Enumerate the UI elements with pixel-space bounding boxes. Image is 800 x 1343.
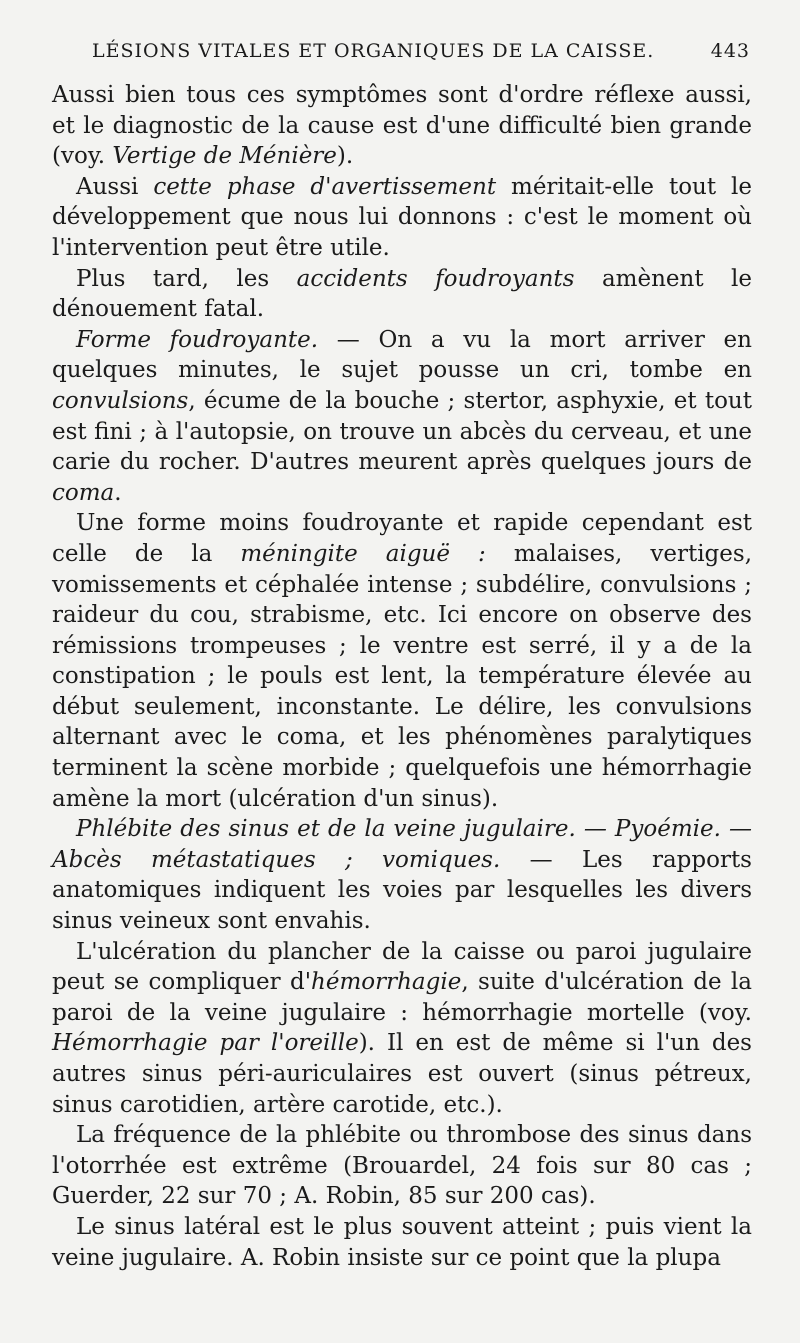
- text-run: Une forme moins foudroyante et rapide cependant est celle de la: [52, 510, 752, 567]
- paragraph: [52, 1120, 752, 1212]
- text-run: Le sinus latéral est le plus souvent atteint ; puis vient la veine jugulaire. A. Robin insiste sur ce point que la plupa: [52, 1213, 752, 1271]
- italic-reference: Vertige de Ménière: [112, 143, 337, 170]
- text-run: .: [114, 479, 122, 506]
- paragraph: [52, 264, 752, 325]
- page-number: 443: [710, 40, 750, 62]
- text-run: ).: [336, 143, 354, 170]
- paragraph: [52, 80, 752, 172]
- text-run: malaises, vertiges, vomissements et céphalée intense ; subdélire, convulsions ; raideur du cou, strabisme, etc. Ici encore on observe des rémissions trompeuses ; le ventre est serré, il y a de la constipation ; le pouls est lent, la température élevée au début seulement, inconstante. Le délire, les convulsions alternant avec le coma, et les phénomènes paralytiques terminent la scène morbide ; quelquefois une hémorrhagie amène la mort (ulcération d'un sinus).: [52, 540, 752, 812]
- text-run: Aussi bien tous ces symptômes sont d'ordre réflexe aussi, et le diagnostic de la cause est d'une difficulté bien grande (voy.: [52, 82, 752, 170]
- section-heading: Phlébite des sinus et de la veine jugulaire. — Pyoémie. — Abcès métastatiques ; vomiques.: [52, 816, 752, 873]
- section-heading: Forme foudroyante.: [76, 326, 319, 353]
- text-run: La fréquence de la phlébite ou thrombose des sinus dans l'otorrhée est extrême (Brouardel, 24 fois sur 80 cas ; Guerder, 22 sur 70 ; A. Robin, 85 sur 200 cas).: [52, 1122, 752, 1210]
- text-run: méritait-elle tout le développement que nous lui donnons : c'est le moment où l'intervention peut être utile.: [52, 173, 752, 261]
- text-run: ). Il en est de même si l'un des autres sinus péri-auriculaires est ouvert (sinus pétreux, sinus carotidien, artère carotide, etc.).: [52, 1030, 752, 1118]
- body-text: [52, 80, 752, 1273]
- text-run: amènent le dénouement fatal.: [52, 265, 753, 323]
- italic-term: accidents foudroyants: [296, 265, 575, 292]
- italic-term: coma: [52, 479, 115, 506]
- paragraph: [52, 325, 752, 509]
- italic-term: convulsions: [52, 387, 189, 414]
- paragraph: [52, 814, 752, 936]
- text-run: , écume de la bouche ; stertor, asphyxie, et tout est fini ; à l'autopsie, on trouve un abcès du cerveau, et une carie du rocher. D'autres meurent après quelques jours de: [52, 387, 752, 476]
- running-title: LÉSIONS VITALES ET ORGANIQUES DE LA CAISSE.: [92, 40, 655, 62]
- text-run: L'ulcération du plancher de la caisse ou paroi jugulaire peut se compliquer d': [52, 938, 752, 996]
- text-run: , suite d'ulcération de la paroi de la veine jugulaire : hémorrhagie mortelle (voy.: [52, 969, 752, 1026]
- text-run: — Les rapports anatomiques indiquent les voies par lesquelles les divers sinus veineux sont envahis.: [52, 846, 752, 935]
- text-run: Aussi: [76, 173, 154, 200]
- paragraph: [52, 937, 752, 1121]
- italic-term: hémorrhagie: [311, 969, 462, 996]
- paragraph: [52, 172, 752, 264]
- running-header: [52, 36, 752, 80]
- italic-term: cette phase d'avertissement: [153, 173, 497, 200]
- text-run: — On a vu la mort arriver en quelques minutes, le sujet pousse un cri, tombe en: [52, 326, 752, 384]
- italic-reference: Hémorrhagie par l'oreille: [52, 1030, 359, 1057]
- paragraph: [52, 508, 752, 814]
- italic-term: méningite aiguë :: [240, 540, 486, 567]
- paragraph: [52, 1212, 752, 1273]
- text-run: Plus tard, les: [76, 265, 297, 292]
